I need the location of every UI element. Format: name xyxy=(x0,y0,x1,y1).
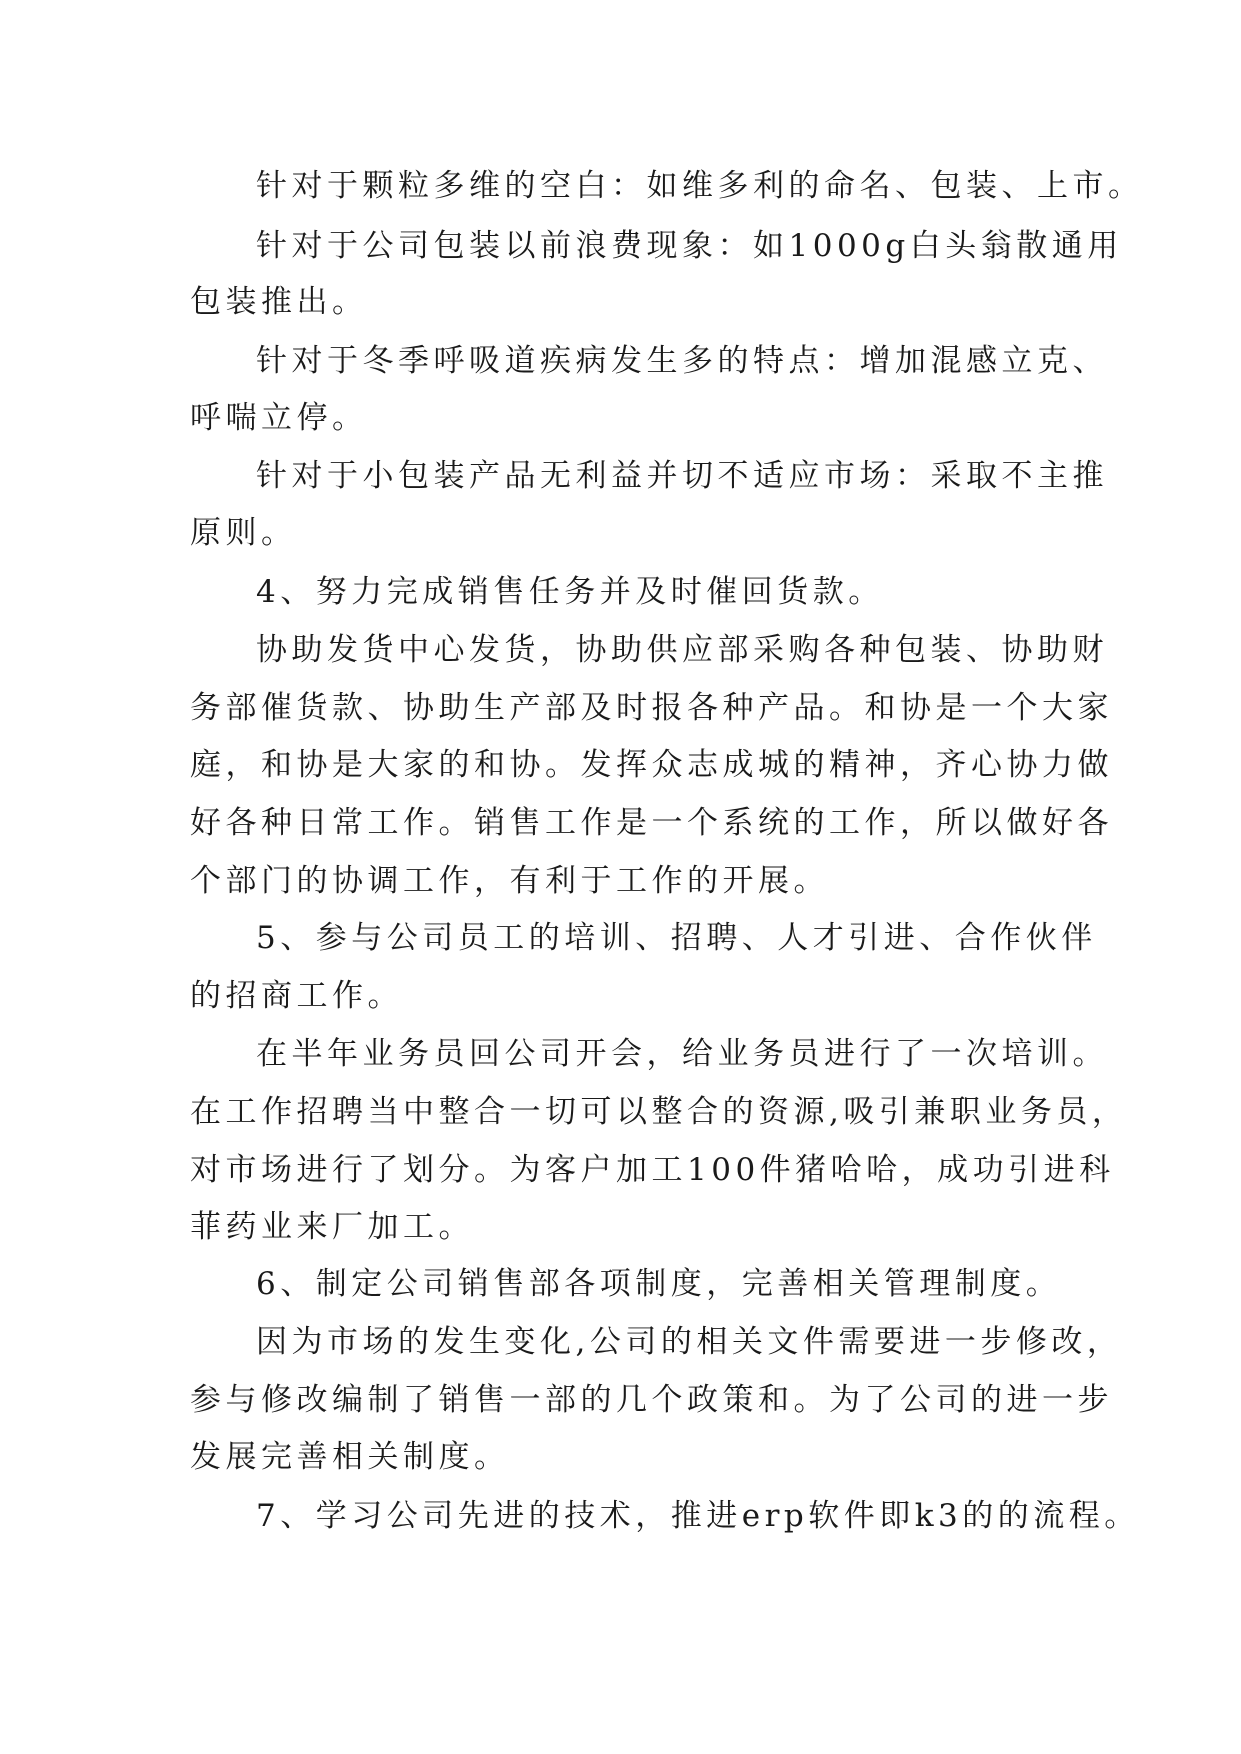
text-line: 呼喘立停。 xyxy=(190,400,368,436)
section-heading: 6、制定公司销售部各项制度，完善相关管理制度。 xyxy=(256,1266,1062,1302)
text-line: 在工作招聘当中整合一切可以整合的资源,吸引兼职业务员， xyxy=(190,1094,1128,1130)
text-line: 庭，和协是大家的和协。发挥众志成城的精神，齐心协力做 xyxy=(190,747,1113,783)
text-line: 针对于颗粒多维的空白：如维多利的命名、包装、上市。 xyxy=(256,168,1144,204)
text-line: 针对于公司包装以前浪费现象：如1000g白头翁散通用 xyxy=(256,228,1123,264)
text-line: 针对于小包装产品无利益并切不适应市场：采取不主推 xyxy=(256,458,1108,494)
text-line: 包装推出。 xyxy=(190,284,368,320)
text-line: 参与修改编制了销售一部的几个政策和。为了公司的进一步 xyxy=(190,1382,1113,1418)
text-line: 在半年业务员回公司开会，给业务员进行了一次培训。 xyxy=(256,1036,1108,1072)
text-line: 个部门的协调工作，有利于工作的开展。 xyxy=(190,863,829,899)
text-line: 好各种日常工作。销售工作是一个系统的工作，所以做好各 xyxy=(190,805,1113,841)
text-line: 针对于冬季呼吸道疾病发生多的特点：增加混感立克、 xyxy=(256,343,1108,379)
text-line: 原则。 xyxy=(190,515,297,551)
section-heading: 5、参与公司员工的培训、招聘、人才引进、合作伙伴 xyxy=(256,920,1097,956)
text-line: 的招商工作。 xyxy=(190,978,403,1014)
text-line: 发展完善相关制度。 xyxy=(190,1439,510,1475)
text-line: 因为市场的发生变化,公司的相关文件需要进一步修改， xyxy=(256,1324,1123,1360)
text-line: 务部催货款、协助生产部及时报各种产品。和协是一个大家 xyxy=(190,690,1113,726)
section-heading: 4、努力完成销售任务并及时催回货款。 xyxy=(256,574,884,610)
text-line: 对市场进行了划分。为客户加工100件猪哈哈，成功引进科 xyxy=(190,1152,1115,1188)
section-heading: 7、学习公司先进的技术，推进erp软件即k3的的流程。 xyxy=(256,1498,1140,1534)
text-line: 菲药业来厂加工。 xyxy=(190,1209,474,1245)
text-line: 协助发货中心发货，协助供应部采购各种包装、协助财 xyxy=(256,632,1108,668)
